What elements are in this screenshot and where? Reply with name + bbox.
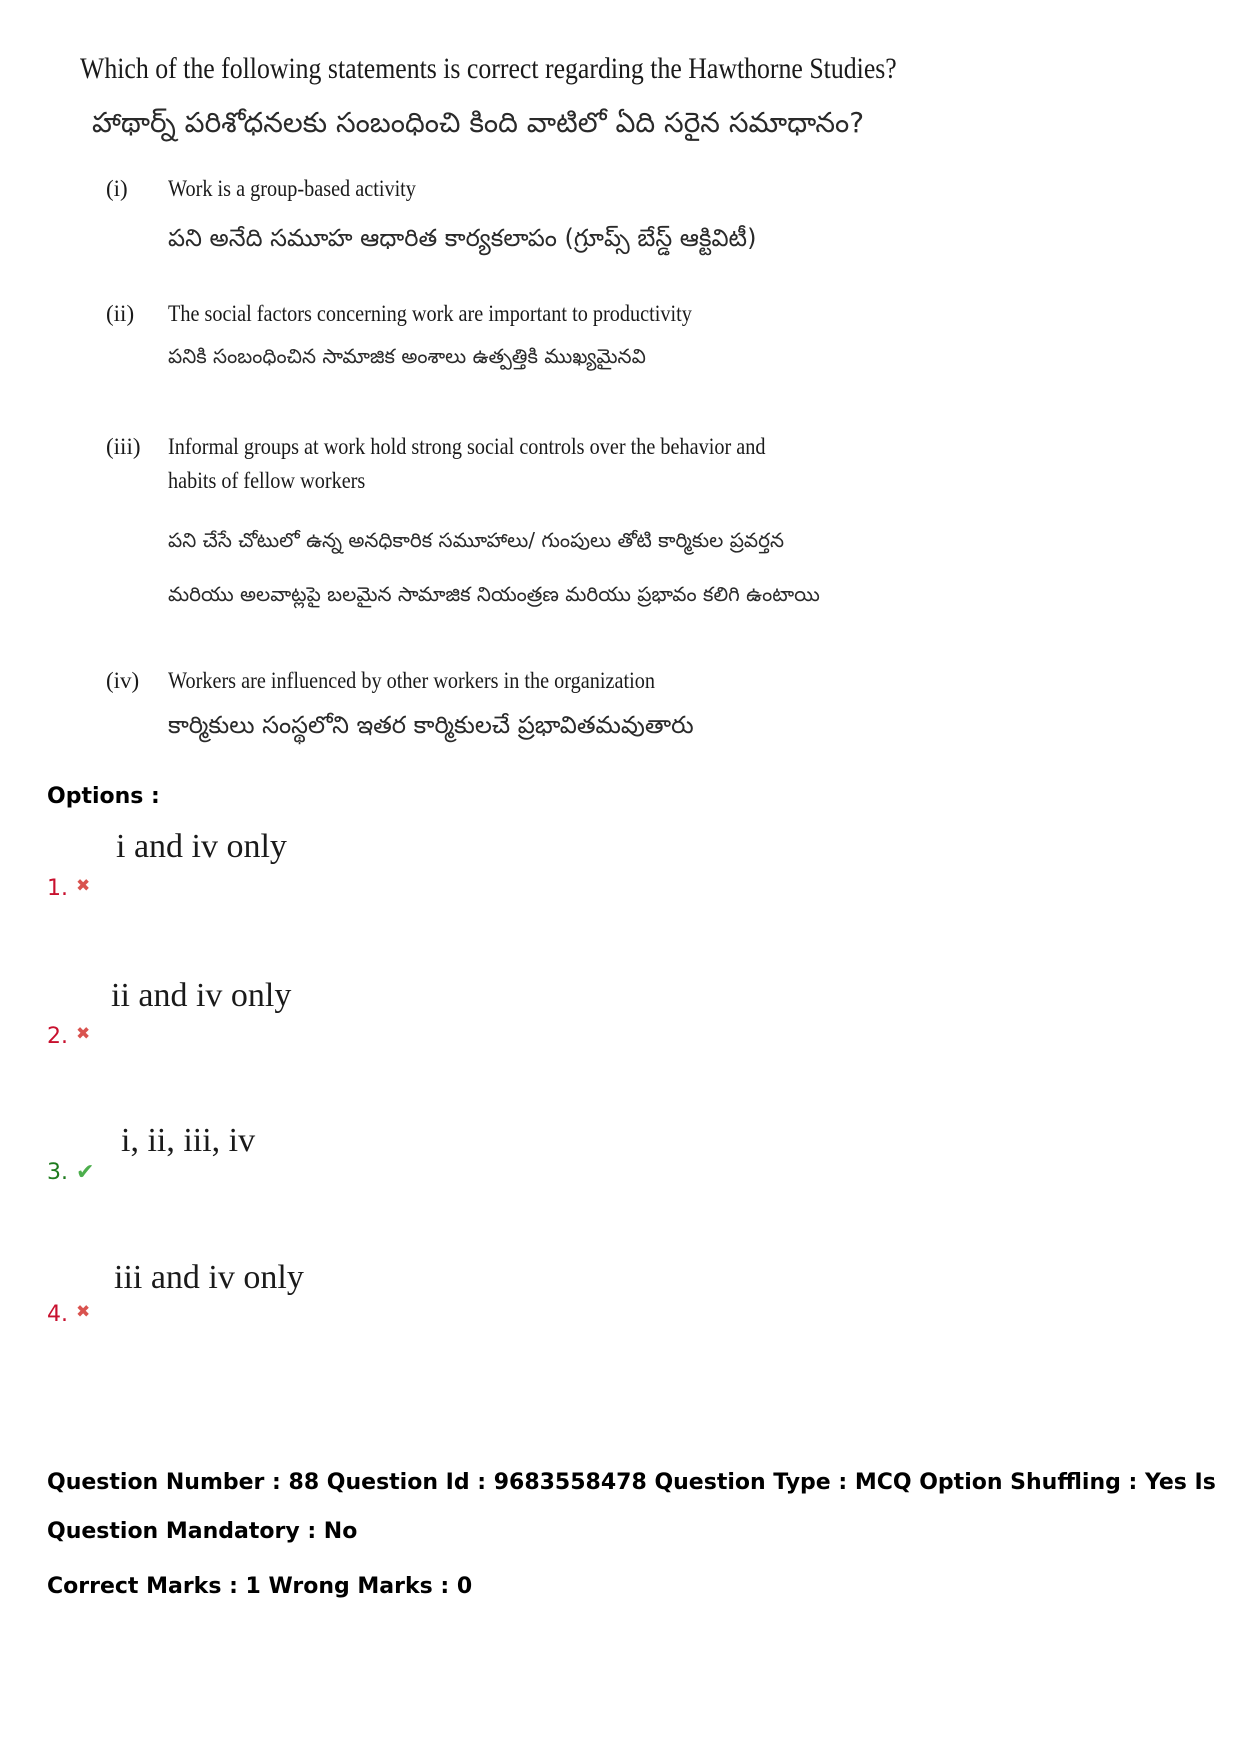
statement-2-number: (ii) — [106, 301, 135, 326]
cross-icon: ✖ — [76, 1302, 91, 1322]
option-3-number: 3. — [47, 1160, 68, 1185]
option-4 — [47, 1302, 90, 1327]
question-meta-line2: Question Mandatory : No — [47, 1519, 358, 1544]
statement-2-te: పనికి సంబంధించిన సామాజిక అంశాలు ఉత్పత్తికి ముఖ్యమైనవి — [168, 344, 646, 368]
cross-icon: ✖ — [76, 876, 91, 896]
option-1-number: 1. — [47, 876, 68, 901]
option-2-text: ii and iv only — [111, 977, 292, 1014]
statement-3-te-line2: మరియు అలవాట్లపై బలమైన సామాజిక నియంత్రణ మరియు ప్రభావం కలిగి ఉంటాయి — [168, 582, 820, 606]
statement-3-number: (iii) — [106, 434, 141, 459]
question-text-en: Which of the following statements is correct regarding the Hawthorne Studies? — [80, 52, 897, 85]
option-4-text: iii and iv only — [114, 1259, 304, 1296]
statement-2-en: The social factors concerning work are important to productivity — [168, 301, 692, 326]
question-meta-line1: Question Number : 88 Question Id : 9683558478 Question Type : MCQ Option Shuffling : Yes Is — [47, 1470, 1216, 1495]
statement-3-en-line1: Informal groups at work hold strong social controls over the behavior and — [168, 434, 766, 459]
statement-4-en: Workers are influenced by other workers in the organization — [168, 668, 655, 693]
statement-3-te-line1: పని చేసే చోటులో ఉన్న అనధికారిక సమూహాలు/ గుంపులు తోటి కార్మికుల ప్రవర్తన — [168, 528, 785, 552]
cross-icon: ✖ — [76, 1024, 91, 1044]
question-text-te: హాథార్న్ పరిశోధనలకు సంబంధించి కింది వాటిలో ఏది సరైన సమాధానం? — [92, 106, 865, 139]
option-1 — [47, 876, 90, 901]
option-1-text: i and iv only — [116, 828, 287, 865]
statement-1-en: Work is a group-based activity — [168, 176, 416, 201]
option-3-text: i, ii, iii, iv — [121, 1122, 256, 1159]
option-4-number: 4. — [47, 1302, 68, 1327]
option-2-number: 2. — [47, 1024, 68, 1049]
statement-4-te: కార్మికులు సంస్థలోని ఇతర కార్మికులచే ప్రభావితమవుతారు — [168, 711, 694, 739]
question-marks: Correct Marks : 1 Wrong Marks : 0 — [47, 1574, 473, 1599]
check-icon: ✔ — [76, 1160, 95, 1185]
statement-1-number: (i) — [106, 176, 128, 201]
option-3 — [47, 1160, 94, 1185]
statement-4-number: (iv) — [106, 668, 140, 693]
statement-1-te: పని అనేది సమూహ ఆధారిత కార్యకలాపం (గ్రూప్స్ బేస్డ్ ఆక్టివిటీ) — [168, 224, 757, 252]
option-2 — [47, 1024, 90, 1049]
statement-3-en-line2: habits of fellow workers — [168, 468, 366, 493]
options-label: Options : — [47, 784, 160, 809]
